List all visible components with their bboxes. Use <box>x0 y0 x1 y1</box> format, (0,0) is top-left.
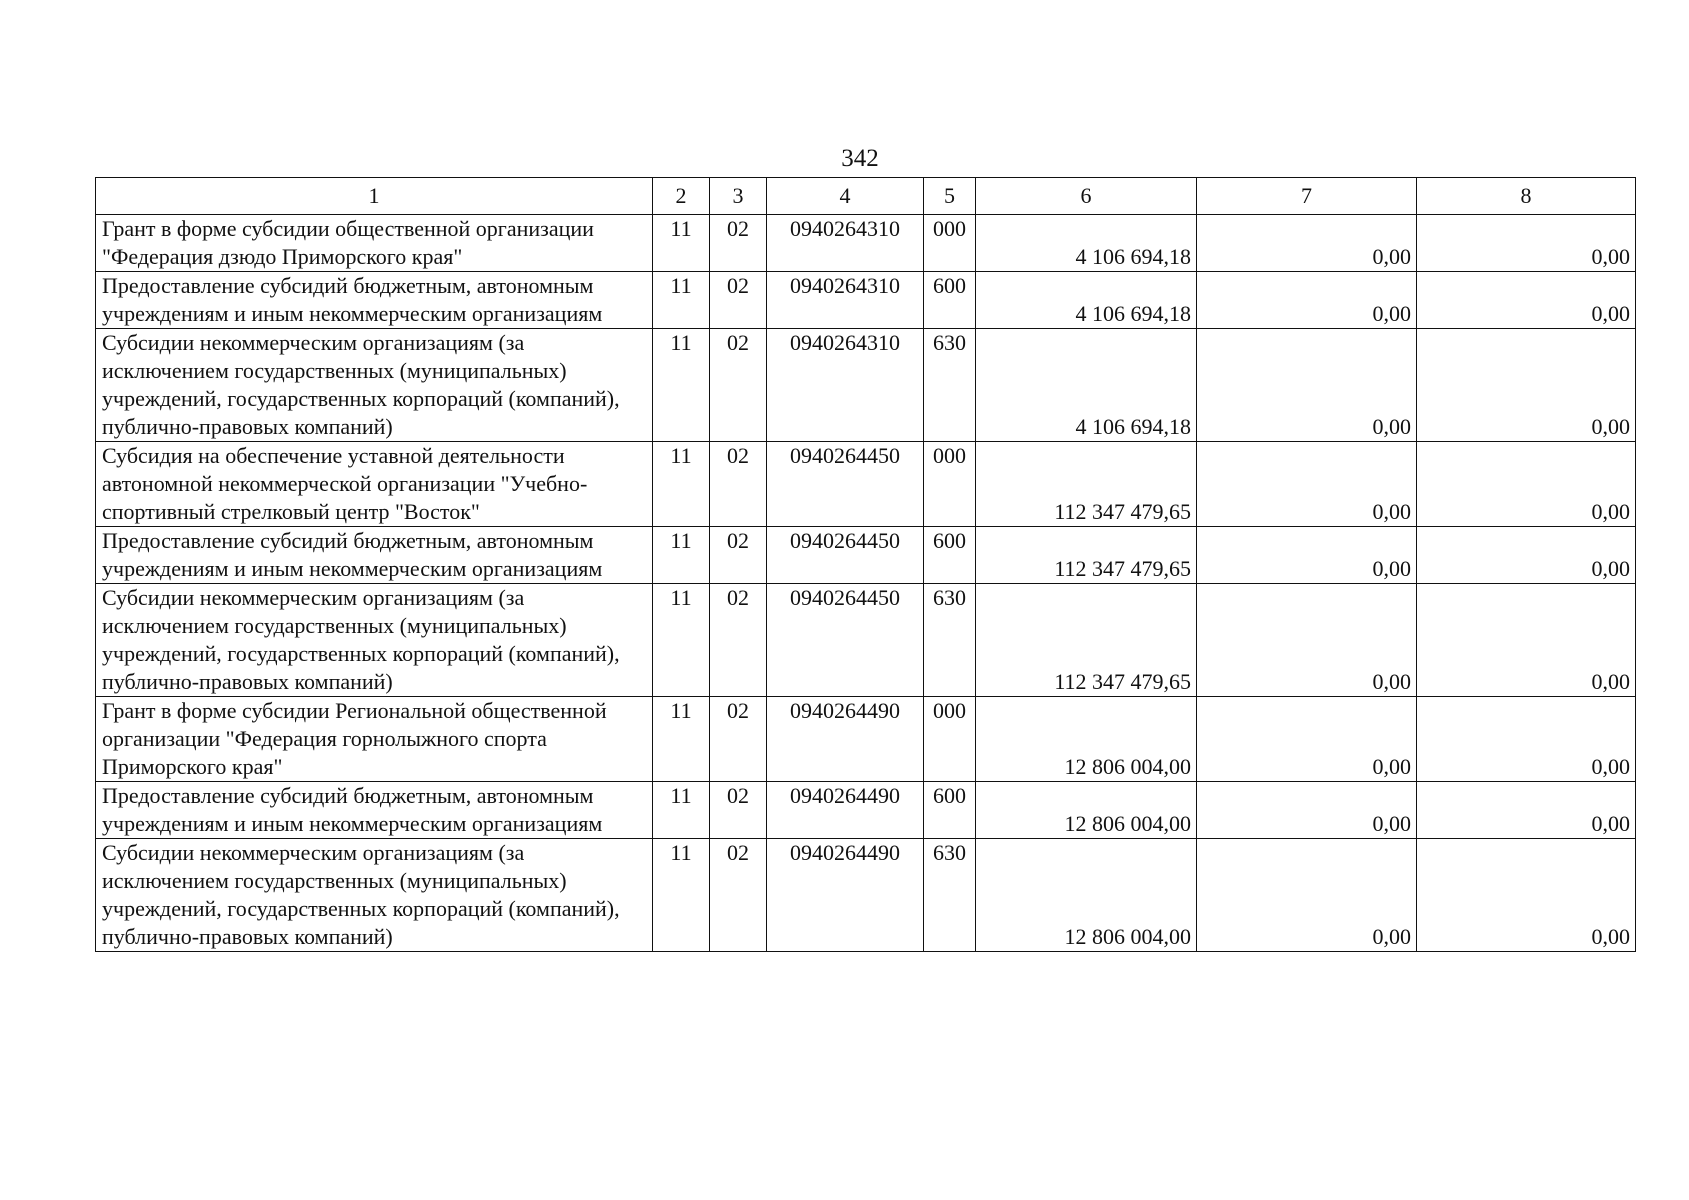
table-row <box>96 782 1636 839</box>
amount-col6-cell: 112 347 479,65 <box>976 527 1197 584</box>
subsection-code-cell: 02 <box>710 272 767 329</box>
subsection-code-cell: 02 <box>710 329 767 442</box>
column-header-4: 4 <box>767 178 924 215</box>
amount-col7-cell: 0,00 <box>1197 329 1417 442</box>
section-code-cell: 11 <box>653 697 710 782</box>
amount-col6-cell: 112 347 479,65 <box>976 442 1197 527</box>
table-row <box>96 215 1636 272</box>
table-row <box>96 442 1636 527</box>
budget-table <box>95 177 1636 952</box>
amount-col6-cell: 12 806 004,00 <box>976 697 1197 782</box>
column-header-8: 8 <box>1417 178 1636 215</box>
expense-type-cell: 000 <box>924 442 976 527</box>
amount-col6-cell: 4 106 694,18 <box>976 215 1197 272</box>
expense-type-cell: 630 <box>924 329 976 442</box>
amount-col8-cell: 0,00 <box>1417 442 1636 527</box>
amount-col7-cell: 0,00 <box>1197 527 1417 584</box>
table-row <box>96 697 1636 782</box>
amount-col8-cell: 0,00 <box>1417 329 1636 442</box>
row-name-cell: Предоставление субсидий бюджетным, автономным учреждениям и иным некоммерческим организациям <box>96 527 653 584</box>
row-name-cell: Субсидии некоммерческим организациям (за исключением государственных (муниципальных) учреждений, государственных корпораций (компаний), публично-правовых компаний) <box>96 839 653 952</box>
row-name-cell: Субсидии некоммерческим организациям (за исключением государственных (муниципальных) учреждений, государственных корпораций (компаний), публично-правовых компаний) <box>96 329 653 442</box>
expense-type-cell: 630 <box>924 584 976 697</box>
amount-col7-cell: 0,00 <box>1197 442 1417 527</box>
target-code-cell: 0940264310 <box>767 215 924 272</box>
section-code-cell: 11 <box>653 584 710 697</box>
section-code-cell: 11 <box>653 215 710 272</box>
amount-col8-cell: 0,00 <box>1417 584 1636 697</box>
amount-col6-cell: 112 347 479,65 <box>976 584 1197 697</box>
table-row <box>96 839 1636 952</box>
expense-type-cell: 600 <box>924 272 976 329</box>
column-header-3: 3 <box>710 178 767 215</box>
subsection-code-cell: 02 <box>710 782 767 839</box>
target-code-cell: 0940264310 <box>767 329 924 442</box>
target-code-cell: 0940264450 <box>767 527 924 584</box>
section-code-cell: 11 <box>653 782 710 839</box>
table-body <box>96 215 1636 952</box>
table-header <box>96 178 1636 215</box>
section-code-cell: 11 <box>653 272 710 329</box>
row-name-cell: Предоставление субсидий бюджетным, автономным учреждениям и иным некоммерческим организациям <box>96 272 653 329</box>
amount-col6-cell: 4 106 694,18 <box>976 272 1197 329</box>
row-name-cell: Предоставление субсидий бюджетным, автономным учреждениям и иным некоммерческим организациям <box>96 782 653 839</box>
amount-col7-cell: 0,00 <box>1197 584 1417 697</box>
subsection-code-cell: 02 <box>710 839 767 952</box>
row-name-cell: Грант в форме субсидии Региональной общественной организации "Федерация горнолыжного спорта Приморского края" <box>96 697 653 782</box>
amount-col7-cell: 0,00 <box>1197 782 1417 839</box>
column-header-7: 7 <box>1197 178 1417 215</box>
column-header-6: 6 <box>976 178 1197 215</box>
expense-type-cell: 600 <box>924 782 976 839</box>
header-row <box>96 178 1636 215</box>
amount-col8-cell: 0,00 <box>1417 782 1636 839</box>
target-code-cell: 0940264450 <box>767 584 924 697</box>
amount-col6-cell: 4 106 694,18 <box>976 329 1197 442</box>
section-code-cell: 11 <box>653 839 710 952</box>
amount-col8-cell: 0,00 <box>1417 215 1636 272</box>
subsection-code-cell: 02 <box>710 527 767 584</box>
section-code-cell: 11 <box>653 442 710 527</box>
expense-type-cell: 000 <box>924 697 976 782</box>
amount-col7-cell: 0,00 <box>1197 215 1417 272</box>
amount-col6-cell: 12 806 004,00 <box>976 839 1197 952</box>
target-code-cell: 0940264310 <box>767 272 924 329</box>
row-name-cell: Грант в форме субсидии общественной организации "Федерация дзюдо Приморского края" <box>96 215 653 272</box>
amount-col7-cell: 0,00 <box>1197 697 1417 782</box>
column-header-5: 5 <box>924 178 976 215</box>
subsection-code-cell: 02 <box>710 584 767 697</box>
amount-col8-cell: 0,00 <box>1417 697 1636 782</box>
row-name-cell: Субсидии некоммерческим организациям (за исключением государственных (муниципальных) учреждений, государственных корпораций (компаний), публично-правовых компаний) <box>96 584 653 697</box>
expense-type-cell: 600 <box>924 527 976 584</box>
subsection-code-cell: 02 <box>710 215 767 272</box>
subsection-code-cell: 02 <box>710 697 767 782</box>
target-code-cell: 0940264490 <box>767 697 924 782</box>
amount-col8-cell: 0,00 <box>1417 527 1636 584</box>
table-row <box>96 272 1636 329</box>
amount-col8-cell: 0,00 <box>1417 839 1636 952</box>
target-code-cell: 0940264450 <box>767 442 924 527</box>
table-row <box>96 527 1636 584</box>
column-header-1: 1 <box>96 178 653 215</box>
target-code-cell: 0940264490 <box>767 782 924 839</box>
expense-type-cell: 630 <box>924 839 976 952</box>
amount-col7-cell: 0,00 <box>1197 839 1417 952</box>
column-header-2: 2 <box>653 178 710 215</box>
amount-col6-cell: 12 806 004,00 <box>976 782 1197 839</box>
section-code-cell: 11 <box>653 329 710 442</box>
page-number: 342 <box>841 145 879 172</box>
amount-col8-cell: 0,00 <box>1417 272 1636 329</box>
row-name-cell: Субсидия на обеспечение уставной деятельности автономной некоммерческой организации "Учебно-спортивный стрелковый центр "Восток" <box>96 442 653 527</box>
table-row <box>96 329 1636 442</box>
table-row <box>96 584 1636 697</box>
subsection-code-cell: 02 <box>710 442 767 527</box>
section-code-cell: 11 <box>653 527 710 584</box>
target-code-cell: 0940264490 <box>767 839 924 952</box>
expense-type-cell: 000 <box>924 215 976 272</box>
amount-col7-cell: 0,00 <box>1197 272 1417 329</box>
